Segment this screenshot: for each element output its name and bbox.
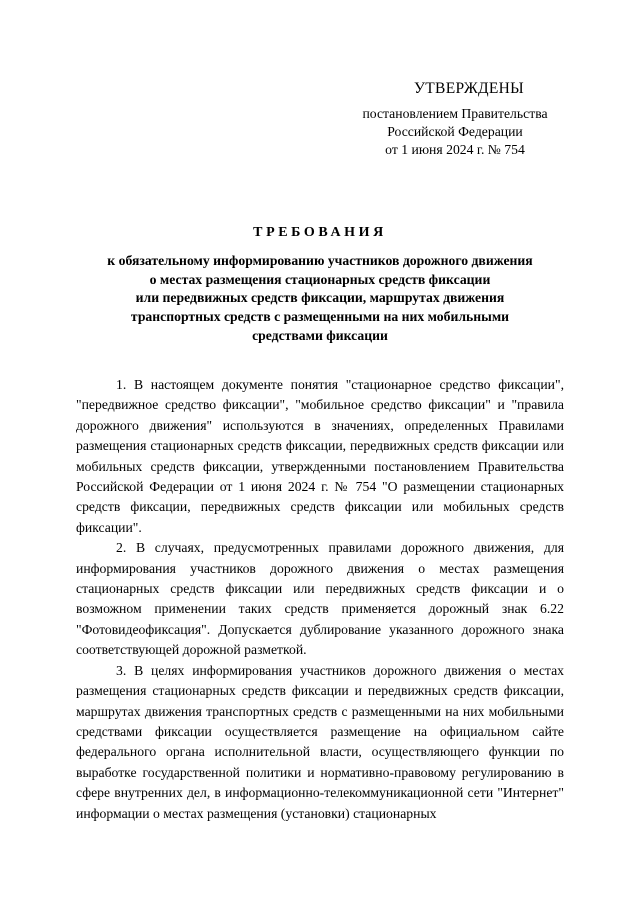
subtitle-line: транспортных средств с размещенными на них мобильными bbox=[130, 309, 510, 325]
subtitle-line: к обязательному информированию участников дорожного движения bbox=[107, 253, 533, 268]
approval-heading: УТВЕРЖДЕНЫ bbox=[414, 80, 524, 97]
subtitle-line: средствами фиксации bbox=[252, 327, 388, 343]
document-subtitle bbox=[60, 252, 580, 346]
subtitle-line: или передвижных средств фиксации, маршрутах движения bbox=[135, 290, 505, 306]
paragraph-1: 1. В настоящем документе понятия "стационарное средство фиксации", "передвижное средство фиксации", "мобильное средство фиксации" и "правила дорожного движения" используются в значениях, определенных Правилами размещения стационарных средств фиксации, передвижных средств фиксации или мобильных средств фиксации, утвержденными постановлением Правительства Российской Федерации от 1 июня 2024 г. № 754 "О размещении стационарных средств фиксации, передвижных средств фиксации или мобильных средств фиксации". bbox=[76, 377, 564, 535]
approval-line: Российской Федерации bbox=[387, 124, 523, 139]
approval-line: от 1 июня 2024 г. № 754 bbox=[385, 142, 525, 157]
document-body bbox=[76, 375, 564, 824]
approval-line: постановлением Правительства bbox=[362, 106, 548, 121]
paragraph-2: 2. В случаях, предусмотренных правилами дорожного движения, для информирования участников дорожного движения о местах размещения стационарных средств фиксации или передвижных средств фиксации и о возможном применении таких средств применяется дорожный знак 6.22 "Фотовидеофиксация". Допускается дублирование указанного дорожного знака соответствующей дорожной разметкой. bbox=[76, 540, 564, 658]
document-title: ТРЕБОВАНИЯ bbox=[253, 225, 387, 240]
approval-stamp bbox=[340, 80, 570, 159]
subtitle-line: о местах размещения стационарных средств фиксации bbox=[149, 271, 491, 287]
paragraph-3: 3. В целях информирования участников дорожного движения о местах размещения стационарных средств фиксации и передвижных средств фиксации, маршрутах движения транспортных средств с размещенными на них мобильными средствами фиксации осуществляется размещение на официальном сайте федерального органа исполнительной власти, осуществляющего функции по выработке государственной политики и нормативно-правовому регулированию в сфере внутренних дел, в информационно-телекоммуникационной сети "Интернет" информации о местах размещения (установки) стационарных bbox=[76, 662, 564, 821]
